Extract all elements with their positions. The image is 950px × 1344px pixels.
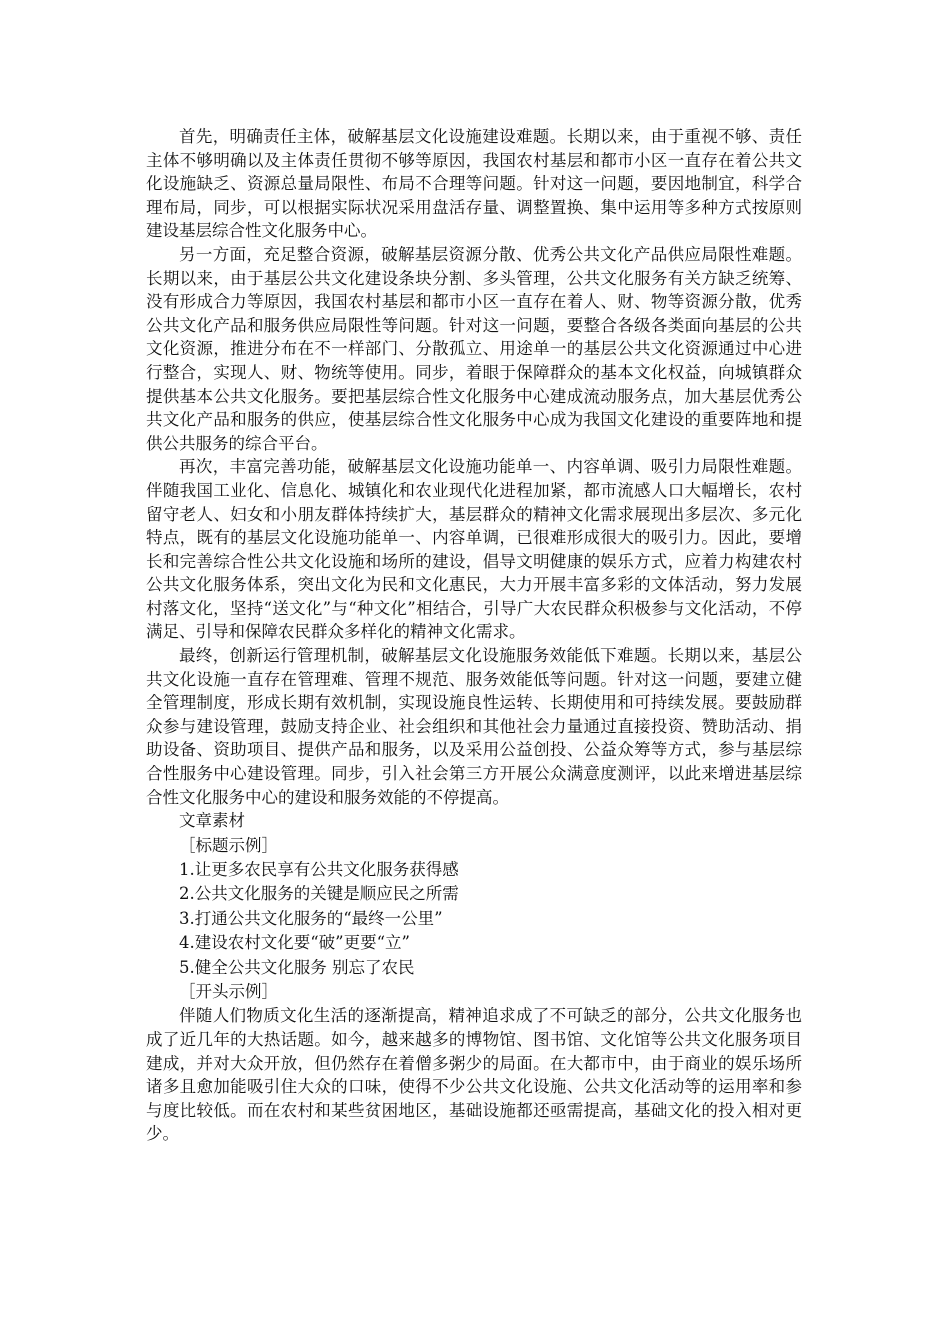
document-page [146, 125, 802, 1146]
title-example-4: 4.建设农村文化要“破”更要“立” [179, 933, 410, 953]
material-heading: 文章素材 [179, 811, 245, 831]
titles-label: ［标题示例］ [179, 835, 278, 855]
title-example-3: 3.打通公共文化服务的“最终一公里” [179, 908, 443, 928]
opening-example-paragraph: 伴随人们物质文化生活的逐渐提高，精神追求成了不可缺乏的部分，公共文化服务也成了近几年的大热话题。如今，越来越多的博物馆、图书馆、文化馆等公共文化服务项目建成，并对大众开放，但仍然存在着僧多粥少的局面。在大都市中，由于商业的娱乐场所诸多且愈加能吸引住大众的口味，使得不少公共文化设施、公共文化活动等的运用率和参与度比较低。而在农村和某些贫困地区，基础设施都还亟需提高，基础文化的投入相对更少。 [146, 1006, 802, 1144]
paragraph-resources: 另一方面，充足整合资源，破解基层资源分散、优秀公共文化产品供应局限性难题。长期以来，由于基层公共文化建设条块分割、多头管理，公共文化服务有关方缺乏统筹、没有形成合力等原因，我国农村基层和都市小区一直存在着人、财、物等资源分散，优秀公共文化产品和服务供应局限性等问题。针对这一问题，要整合各级各类面向基层的公共文化资源，推进分布在不一样部门、分散孤立、用途单一的基层公共文化资源通过中心进行整合，实现人、财、物统等使用。同步，着眼于保障群众的基本文化权益，向城镇群众提供基本公共文化服务。要把基层综合性文化服务中心建成流动服务点，加大基层优秀公共文化产品和服务的供应，使基层综合性文化服务中心成为我国文化建设的重要阵地和提供公共服务的综合平台。 [146, 244, 802, 453]
title-example-1: 1.让更多农民享有公共文化服务获得感 [179, 860, 459, 880]
title-example-2: 2.公共文化服务的关键是顺应民之所需 [179, 884, 459, 904]
opening-label: ［开头示例］ [179, 982, 278, 1002]
paragraph-management: 最终，创新运行管理机制，破解基层文化设施服务效能低下难题。长期以来，基层公共文化设施一直存在管理难、管理不规范、服务效能低等问题。针对这一问题，要建立健全管理制度，形成长期有效机制，实现设施良性运转、长期使用和可持续发展。要鼓励群众参与建设管理，鼓励支持企业、社会组织和其他社会力量通过直接投资、赞助活动、捐助设备、资助项目、提供产品和服务，以及采用公益创投、公益众筹等方式，参与基层综合性服务中心建设管理。同步，引入社会第三方开展公众满意度测评，以此来增进基层综合性文化服务中心的建设和服务效能的不停提高。 [146, 646, 802, 807]
title-example-5: 5.健全公共文化服务 别忘了农民 [179, 957, 415, 977]
paragraph-responsibility: 首先，明确责任主体，破解基层文化设施建设难题。长期以来，由于重视不够、责任主体不够明确以及主体责任贯彻不够等原因，我国农村基层和都市小区一直存在着公共文化设施缺乏、资源总量局限性、布局不合理等问题。针对这一问题，要因地制宜，科学合理布局，同步，可以根据实际状况采用盘活存量、调整置换、集中运用等多种方式按原则建设基层综合性文化服务中心。 [146, 127, 802, 241]
paragraph-functions: 再次，丰富完善功能，破解基层文化设施功能单一、内容单调、吸引力局限性难题。伴随我国工业化、信息化、城镇化和农业现代化进程加紧，都市流感人口大幅增长，农村留守老人、妇女和小朋友群体持续扩大，基层群众的精神文化需求展现出多层次、多元化特点，既有的基层文化设施功能单一、内容单调，已很难形成很大的吸引力。因此，要增长和完善综合性公共文化设施和场所的建设，倡导文明健康的娱乐方式，应着力构建农村公共文化服务体系，突出文化为民和文化惠民，大力开展丰富多彩的文体活动，努力发展村落文化，坚持“送文化”与“种文化”相结合，引导广大农民群众积极参与文化活动，不停满足、引导和保障农民群众多样化的精神文化需求。 [146, 457, 802, 642]
